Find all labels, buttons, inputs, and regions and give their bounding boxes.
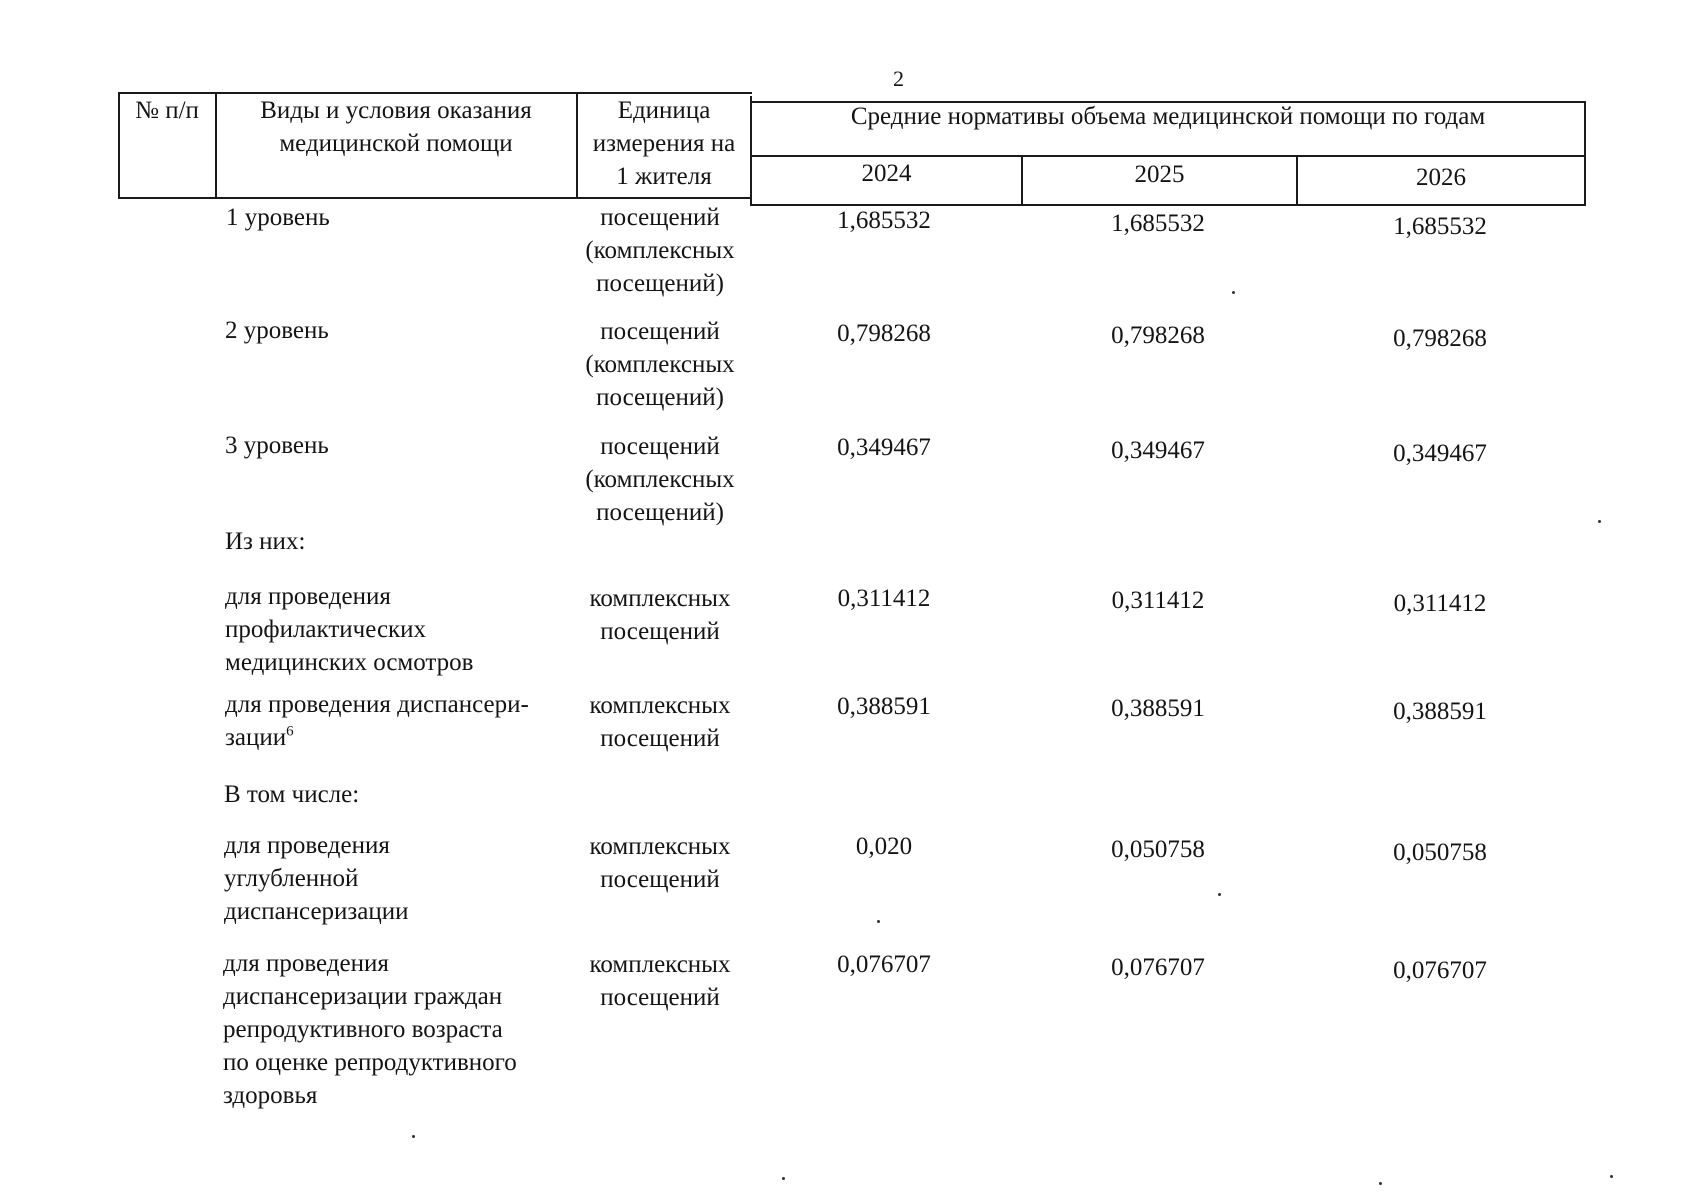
value-in-depth-dispensarization-2024: 0,020 xyxy=(855,833,913,860)
footnote-marker: 6 xyxy=(286,723,294,740)
header-unit-line: Единица xyxy=(617,97,711,124)
value-dispensarization-2025: 0,388591 xyxy=(1111,695,1205,722)
row-label-line: здоровья xyxy=(223,1082,318,1109)
scan-speck xyxy=(877,920,880,923)
row-unit-line: посещений xyxy=(600,204,720,231)
row-label-level-3 xyxy=(225,429,329,462)
value-level-3-2024: 0,349467 xyxy=(837,434,931,461)
row-label-line: для проведения xyxy=(224,832,390,859)
row-label-line: В том числе: xyxy=(224,781,360,808)
value-level-3-2025: 0,349467 xyxy=(1111,437,1205,464)
row-unit-line: комплексных xyxy=(589,692,731,719)
value-in-depth-dispensarization-2026: 0,050758 xyxy=(1393,839,1487,866)
value-level-2-2026: 0,798268 xyxy=(1393,325,1487,352)
value-level-1-2026: 1,685532 xyxy=(1393,213,1487,240)
header-number-column: № п/п xyxy=(135,97,199,124)
header-types-line: медицинской помощи xyxy=(279,130,513,157)
scan-speck xyxy=(1218,893,1221,896)
row-label-line: для проведения xyxy=(225,583,391,610)
row-label-line: для проведения xyxy=(223,950,389,977)
header-bottom-border-left xyxy=(118,197,752,199)
row-label-line: 3 уровень xyxy=(225,432,329,459)
value-level-1-2025: 1,685532 xyxy=(1111,210,1205,237)
row-label-line: профилактических xyxy=(225,616,427,643)
value-preventive-exams-2025: 0,311412 xyxy=(1111,587,1205,614)
row-label-preventive-exams xyxy=(225,580,473,679)
row-label-line: 1 уровень xyxy=(226,204,330,231)
header-unit-line: 1 жителя xyxy=(616,163,712,190)
row-label-in-depth-dispensarization xyxy=(224,829,409,928)
value-reproductive-health-2025: 0,076707 xyxy=(1111,954,1205,981)
value-preventive-exams-2026: 0,311412 xyxy=(1393,590,1487,617)
row-unit-reproductive-health xyxy=(576,948,744,1014)
row-label-dispensarization xyxy=(225,688,529,754)
header-unit-line: измерения на xyxy=(592,130,736,157)
row-unit-line: (комплексных xyxy=(585,466,735,493)
header-unit-column xyxy=(578,94,750,193)
row-unit-line: комплексных xyxy=(589,585,731,612)
value-level-2-2025: 0,798268 xyxy=(1111,322,1205,349)
scan-speck xyxy=(782,1177,785,1180)
row-unit-line: посещений xyxy=(600,866,720,893)
value-reproductive-health-2026: 0,076707 xyxy=(1393,957,1487,984)
row-label-of-them xyxy=(225,525,305,558)
header-year-2026: 2026 xyxy=(1416,164,1466,191)
row-label-level-2 xyxy=(225,314,329,347)
row-label-line: диспансеризации xyxy=(224,898,409,925)
row-unit-level-3 xyxy=(576,430,744,529)
row-label-line: репродуктивного возраста xyxy=(223,1016,503,1043)
row-label-line: для проведения диспансери- xyxy=(225,691,529,718)
scan-speck xyxy=(1379,1182,1382,1185)
row-unit-line: (комплексных xyxy=(585,351,735,378)
row-label-line: по оценке репродуктивного xyxy=(223,1049,517,1076)
scan-speck xyxy=(1232,291,1235,294)
row-unit-line: посещений xyxy=(600,618,720,645)
scan-speck xyxy=(412,1135,415,1138)
row-unit-line: комплексных xyxy=(589,833,731,860)
row-unit-preventive-exams xyxy=(576,582,744,648)
header-right-border xyxy=(1584,101,1586,205)
header-year-2024: 2024 xyxy=(861,160,912,187)
row-label-level-1 xyxy=(226,201,330,234)
row-unit-dispensarization xyxy=(576,689,744,755)
page-number: 2 xyxy=(893,66,904,91)
row-unit-line: (комплексных xyxy=(585,237,735,264)
row-unit-line: посещений xyxy=(600,318,720,345)
row-unit-line: посещений) xyxy=(596,499,724,526)
value-preventive-exams-2024: 0,311412 xyxy=(837,585,931,612)
scan-speck xyxy=(1610,1175,1613,1178)
row-unit-line: посещений) xyxy=(596,270,724,297)
value-dispensarization-2026: 0,388591 xyxy=(1393,698,1487,725)
row-unit-line: посещений xyxy=(600,433,720,460)
value-reproductive-health-2024: 0,076707 xyxy=(837,951,931,978)
row-label-line: диспансеризации граждан xyxy=(223,983,503,1010)
row-unit-in-depth-dispensarization xyxy=(576,830,744,896)
value-dispensarization-2024: 0,388591 xyxy=(837,693,931,720)
value-level-3-2026: 0,349467 xyxy=(1393,440,1487,467)
row-label-line: углубленной xyxy=(224,865,359,892)
header-year-2025: 2025 xyxy=(1134,161,1185,188)
row-label-line: Из них: xyxy=(225,528,306,555)
header-types-line: Виды и условия оказания xyxy=(260,97,532,124)
value-level-1-2024: 1,685532 xyxy=(837,207,931,234)
row-unit-level-2 xyxy=(576,315,744,414)
row-label-text: зации xyxy=(225,724,287,751)
row-label-including xyxy=(224,778,359,811)
row-unit-line: посещений xyxy=(600,984,720,1011)
row-unit-line: комплексных xyxy=(589,951,731,978)
value-level-2-2024: 0,798268 xyxy=(837,320,931,347)
header-norms-column: Средние нормативы объема медицинской помощи по годам xyxy=(850,103,1486,130)
row-unit-line: посещений) xyxy=(596,384,724,411)
value-in-depth-dispensarization-2025: 0,050758 xyxy=(1111,836,1205,863)
row-label-line: 2 уровень xyxy=(225,317,329,344)
row-unit-line: посещений xyxy=(600,725,720,752)
row-label-reproductive-health xyxy=(223,947,517,1112)
scan-speck xyxy=(1598,520,1601,523)
row-label-line xyxy=(225,721,529,754)
row-label-line: медицинских осмотров xyxy=(225,649,474,676)
header-types-column xyxy=(217,94,575,160)
row-unit-level-1 xyxy=(576,201,744,300)
